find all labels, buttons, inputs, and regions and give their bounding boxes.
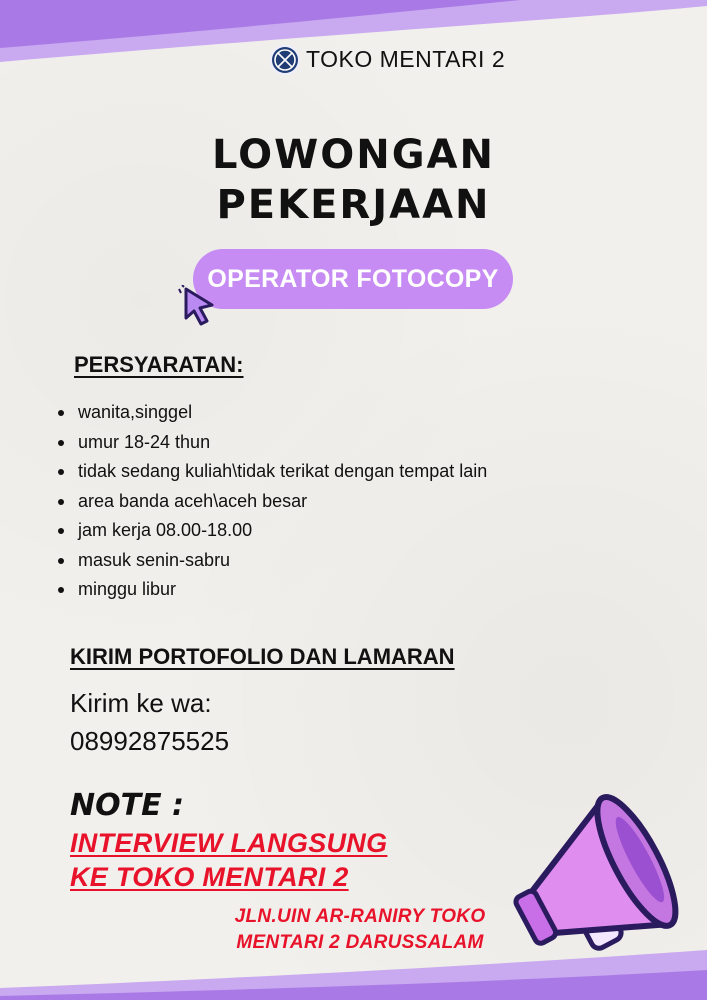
headline-line-2: PEKERJAAN	[216, 182, 491, 228]
list-item: area banda aceh\aceh besar	[52, 487, 487, 517]
megaphone-icon	[500, 780, 705, 985]
headline-line-1: LOWONGAN	[212, 132, 495, 178]
address-line-1: JLN.UIN AR-RANIRY TOKO	[234, 906, 486, 927]
globe-logo-icon	[272, 47, 298, 73]
position-badge	[193, 249, 513, 309]
pointer-cursor-icon	[178, 285, 218, 327]
requirements-list	[52, 398, 487, 605]
note-line-2: KE TOKO MENTARI 2	[70, 862, 349, 892]
address-line-2: MENTARI 2 DARUSSALAM	[236, 932, 484, 953]
brand-name: TOKO MENTARI 2	[306, 46, 506, 72]
headline	[0, 130, 707, 230]
note-label: NOTE :	[70, 788, 185, 823]
list-item: umur 18-24 thun	[52, 428, 487, 458]
list-item: jam kerja 08.00-18.00	[52, 516, 487, 546]
brand-header	[272, 46, 505, 73]
send-to-label: Kirim ke wa:	[70, 688, 212, 718]
requirements-heading: PERSYARATAN:	[74, 352, 244, 377]
note-line-1: INTERVIEW LANGSUNG	[70, 828, 388, 858]
position-label: OPERATOR FOTOCOPY	[207, 264, 499, 293]
list-item: wanita,singgel	[52, 398, 487, 428]
phone-number[interactable]: 08992875525	[70, 726, 230, 756]
list-item: masuk senin-sabru	[52, 546, 487, 576]
apply-heading: KIRIM PORTOFOLIO DAN LAMARAN	[70, 644, 455, 669]
list-item: minggu libur	[52, 575, 487, 605]
list-item: tidak sedang kuliah\tidak terikat dengan tempat lain	[52, 457, 487, 487]
